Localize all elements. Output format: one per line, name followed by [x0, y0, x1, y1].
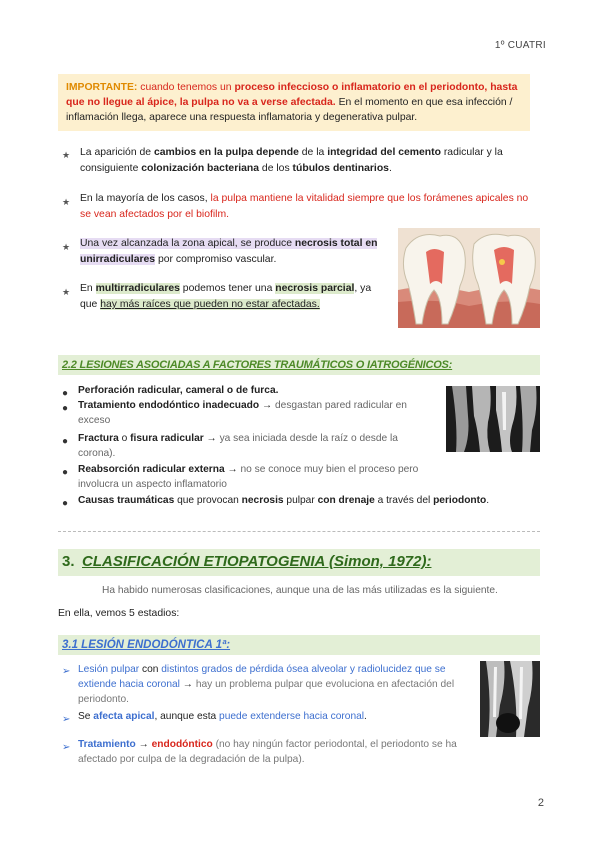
lesion-item-4: Reabsorción radicular externa → no se conoce muy bien el proceso pero involucra un aspecto inflamatorio — [78, 464, 419, 490]
important-box — [58, 74, 530, 131]
section-3-1-title: 3.1 LESIÓN ENDODÓNTICA 1ª: — [62, 639, 231, 651]
dental-xray-image — [446, 386, 540, 452]
section-3-number: 3. — [62, 553, 75, 570]
arrow-bullet-icon: ➢ — [62, 714, 71, 725]
lesion-item-2: Tratamiento endodóntico inadecuado → desgastan pared radicular en exceso — [78, 400, 407, 426]
dental-xray-endodontic-image — [480, 661, 540, 737]
star-icon: ★ — [62, 287, 71, 297]
star-paragraph-1: La aparición de cambios en la pulpa depende de la integridad del cemento radicular y la consiguiente colonización bacteriana de los túbulos dentinarios. — [80, 147, 503, 174]
important-text-3: En el momento en que esa infección / inflamación llega, aparece una respuesta inflamatoria y degenerativa pulpar. — [66, 97, 513, 123]
section-3-title: CLASIFICACIÓN ETIOPATOGENIA (Simon, 1972): — [82, 553, 432, 570]
page-header: 1º CUATRI — [494, 40, 546, 51]
bullet-icon: ● — [62, 498, 69, 509]
star-icon: ★ — [62, 150, 71, 160]
section-3-intro: Ha habido numerosas clasificaciones, aunque una de las más utilizadas es la siguiente. — [102, 585, 498, 596]
endo-item-1: Lesión pulpar con distintos grados de pérdida ósea alveolar y radiolucidez que se extiende hacia coronal → hay un problema pulpar que evoluciona en afectación del periodonto. — [78, 664, 455, 705]
page-number: 2 — [537, 797, 544, 809]
arrow-bullet-icon: ➢ — [62, 742, 71, 753]
star-icon: ★ — [62, 242, 71, 252]
tooth-diagram-image — [398, 228, 540, 328]
important-text-1: cuando tenemos un — [137, 82, 235, 93]
section-3-heading — [58, 549, 540, 576]
important-text-2: proceso infeccioso o inflamatorio en el periodonto, hasta que no llegue al ápice, la pulpa no va a verse afectada. — [66, 82, 518, 108]
lesion-item-3: Fractura o fisura radicular → ya sea iniciada desde la raíz o desde la corona). — [78, 433, 398, 459]
section-3-1-heading — [58, 635, 540, 655]
lesion-item-5: Causas traumáticas que provocan necrosis pulpar con drenaje a través del periodonto. — [78, 495, 490, 506]
bullet-icon: ● — [62, 436, 69, 447]
arrow-bullet-icon: ➢ — [62, 666, 71, 677]
lesion-item-1: Perforación radicular, cameral o de furca. — [78, 385, 279, 396]
endo-item-3: Tratamiento → endodóntico (no hay ningún factor periodontal, el periodonto se ha afectado por culpa de la degradación de la pulpa). — [78, 739, 457, 765]
bullet-icon: ● — [62, 467, 69, 478]
section-2-2-title: 2.2 LESIONES ASOCIADAS A FACTORES TRAUMÁTICOS O IATROGÉNICOS: — [62, 359, 453, 371]
star-icon: ★ — [62, 197, 71, 207]
star-paragraph-3: Una vez alcanzada la zona apical, se produce necrosis total en unirradiculares por compromiso vascular. — [80, 238, 378, 265]
star-paragraph-4: En multirradiculares podemos tener una necrosis parcial, ya que hay más raíces que pueden no estar afectadas. — [80, 283, 372, 310]
section-2-2-heading — [58, 355, 540, 375]
endo-item-2: Se afecta apical, aunque esta puede extenderse hacia coronal. — [78, 711, 367, 722]
bullet-icon: ● — [62, 403, 69, 414]
star-paragraph-2: En la mayoría de los casos, la pulpa mantiene la vitalidad siempre que los forámenes apicales no se vean afectados por el biofilm. — [80, 193, 529, 220]
section-3-estadios: En ella, vemos 5 estadios: — [58, 608, 180, 619]
section-divider — [58, 531, 540, 532]
bullet-icon: ● — [62, 388, 69, 399]
important-label: IMPORTANTE: — [66, 82, 138, 93]
